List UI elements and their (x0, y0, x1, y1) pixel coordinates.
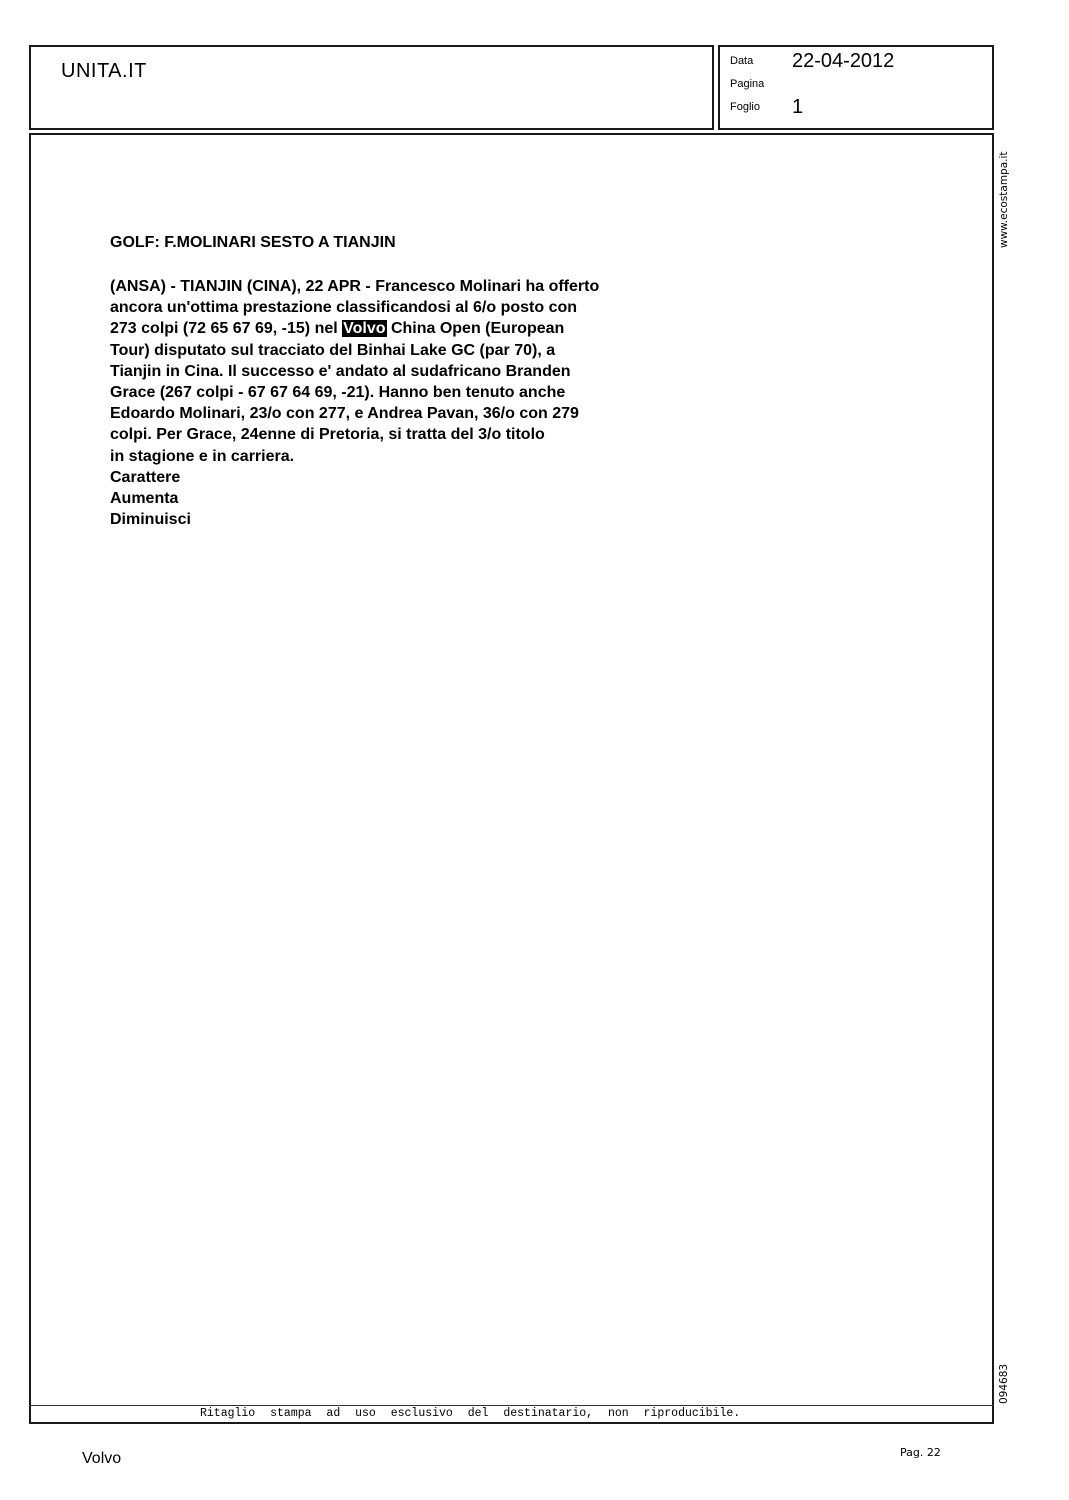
pagina-label: Pagina (730, 78, 765, 90)
article-line: Diminuisci (110, 511, 191, 529)
foglio-label: Foglio (730, 101, 760, 113)
data-label: Data (730, 55, 754, 67)
article-line: colpi. Per Grace, 24enne di Pretoria, si tratta del 3/o titolo (110, 426, 545, 444)
article-line-text: China Open (European (386, 320, 565, 338)
highlighted-keyword: Volvo (343, 320, 386, 338)
side-code: 094683 (998, 1363, 1010, 1404)
side-url: www.ecostampa.it (998, 151, 1010, 248)
footer-keyword: Volvo (82, 1450, 122, 1467)
foglio-value: 1 (792, 96, 804, 118)
source-box (29, 45, 714, 130)
article-line: Edoardo Molinari, 23/o con 277, e Andrea Pavan, 36/o con 279 (110, 405, 579, 423)
disclaimer-rule (29, 1405, 994, 1406)
article-line: Tour) disputato sul tracciato del Binhai Lake GC (par 70), a (110, 341, 556, 359)
footer-page-number: Pag. 22 (900, 1446, 941, 1459)
article-line: Grace (267 colpi - 67 67 64 69, -21). Hanno ben tenuto anche (110, 384, 566, 402)
article-line: ancora un'ottima prestazione classificandosi al 6/o posto con (110, 299, 578, 317)
article-line: in stagione e in carriera. (110, 447, 295, 465)
article-line: (ANSA) - TIANJIN (CINA), 22 APR - Francesco Molinari ha offerto (110, 278, 600, 295)
article-line: Tianjin in Cina. Il successo e' andato al sudafricano Branden (110, 362, 571, 380)
article-body (110, 276, 710, 530)
article-line: Carattere (110, 468, 181, 486)
article-headline: GOLF: F.MOLINARI SESTO A TIANJIN (110, 234, 396, 251)
article-line: Aumenta (110, 490, 179, 508)
data-value: 22-04-2012 (792, 50, 895, 72)
article-line (110, 318, 710, 339)
disclaimer-text: Ritaglio stampa ad uso esclusivo del destinatario, non riproducibile. (200, 1407, 741, 1420)
source-name: UNITA.IT (61, 60, 147, 82)
article-line-text: 273 colpi (72 65 67 69, -15) nel (110, 320, 343, 338)
